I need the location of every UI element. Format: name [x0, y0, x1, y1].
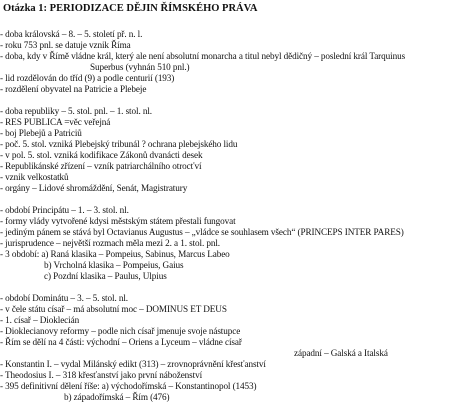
- text-line-subitem: c) Pozdní klasika – Paulus, Ulpius: [44, 271, 167, 281]
- text-line: - lid rozdělován do tříd (9) a podle centurií (193): [0, 73, 175, 83]
- text-line: - formy vlády vytvořené kdysi městským státem přestali fungovat: [0, 216, 236, 226]
- text-line: - jediným pánem se stává byl Octavianus Augustus – „vládce se souhlasem všech“ (PRINCEPS INTER PARES): [0, 227, 404, 237]
- text-line: - roku 753 pnl. se datuje vznik Říma: [0, 40, 131, 50]
- document-title: Otázka 1: PERIODIZACE DĚJIN ŘÍMSKÉHO PRÁVA: [3, 3, 258, 14]
- text-line: - doba královská – 8. – 5. století př. n. l.: [0, 29, 143, 39]
- text-line-continuation: Superbus (vyhnán 510 pnl.): [90, 62, 190, 72]
- text-line: - rozdělení obyvatel na Patricie a Plebeje: [0, 84, 147, 94]
- text-line: - v čele státu císař – má absolutní moc – DOMINUS ET DEUS: [0, 304, 227, 314]
- text-line: - v pol. 5. stol. vzniká kodifikace Zákonů dvanácti desek: [0, 150, 203, 160]
- text-line: - 1. císař – Dioklecián: [0, 315, 80, 325]
- text-line: - doba, kdy v Římě vládne král, který ale není absolutní monarcha a titul nebyl dědičný – poslední král Tarquinus: [0, 51, 406, 61]
- text-line: - Theodosius I. – 318 křesťanství jako první náboženství: [0, 370, 203, 380]
- text-line-subitem: b) Vrcholná klasika – Pompeius, Gaius: [44, 260, 184, 270]
- text-line-continuation: západní – Galská a Italská: [294, 348, 388, 358]
- text-line: - období Principátu – 1. – 3. stol. nl.: [0, 205, 129, 215]
- text-line: - vznik velkostatků: [0, 172, 69, 182]
- text-line: - doba republiky – 5. stol. pnl. – 1. stol. nl.: [0, 106, 152, 116]
- text-line-subitem: b) západořímská – Řím (476): [64, 392, 170, 402]
- text-line: - Republikánské zřízení – vzník patriarchálního otrocťví: [0, 161, 202, 171]
- text-line: - Dioklecianovy reformy – podle nich císař jmenuje svoje nástupce: [0, 326, 241, 336]
- text-line: - RES PUBLICA =věc veřejná: [0, 117, 111, 127]
- text-line: - Řím se dělí na 4 části: východní – Oriens a Lyceum – vládne císař: [0, 337, 242, 347]
- text-line: - Konstantin I. – vydal Milánský edikt (313) – zrovnoprávnění křesťanství: [0, 359, 266, 369]
- text-line: - jurisprudence – největší rozmach měla mezi 2. a 1. stol. pnl.: [0, 238, 221, 248]
- text-line: - poč. 5. stol. vzniká Plebejský tribunál ? ochrana plebejského lidu: [0, 139, 238, 149]
- text-line: - období Dominátu – 3. – 5. stol. nl.: [0, 293, 128, 303]
- text-line: - orgány – Lidové shromáždění, Senát, Magistratury: [0, 183, 188, 193]
- text-line: - 3 období: a) Raná klasika – Pompeius, Sabinus, Marcus Labeo: [0, 249, 230, 259]
- text-line: - 395 definitivní dělení říše: a) východořímská – Konstantinopol (1453): [0, 381, 257, 391]
- text-line: - boj Plebejů a Patriciů: [0, 128, 82, 138]
